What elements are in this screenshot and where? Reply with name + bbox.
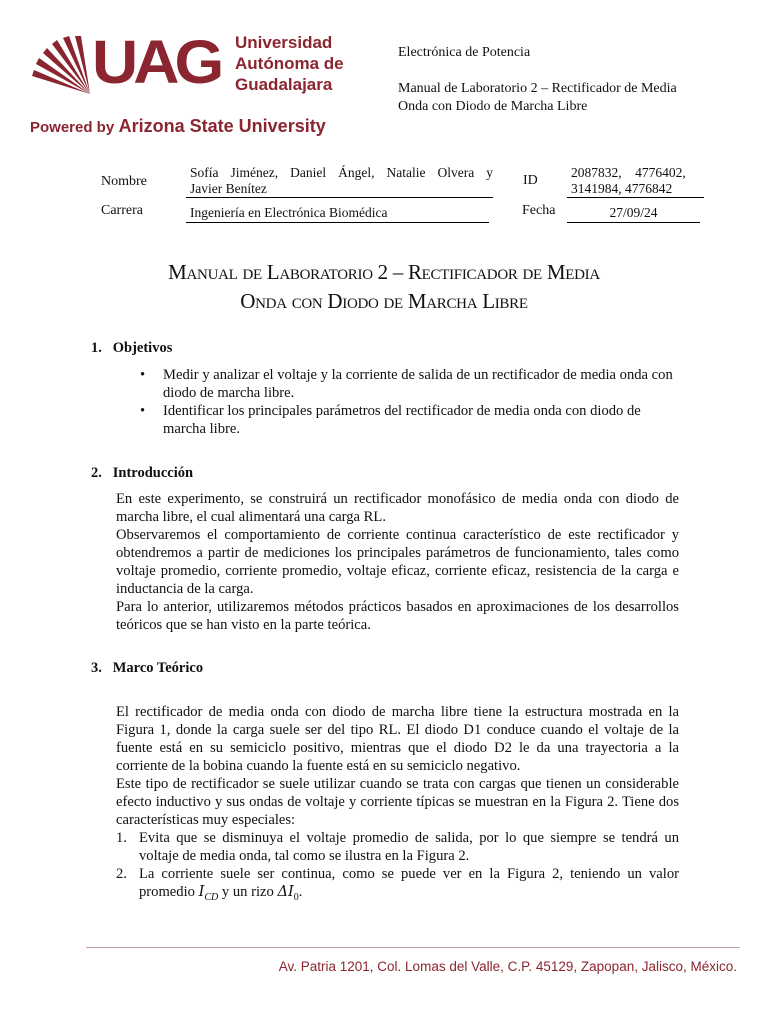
carrera-value: Ingeniería en Electrónica Biomédica [186, 205, 489, 223]
objective-text: Medir y analizar el voltaje y la corriente de salida de un rectificador de media onda con diodo de marcha libre. [163, 367, 673, 401]
id-line2: 3141984, 4776842 [571, 181, 673, 196]
introduction-body [116, 490, 679, 634]
id-value [567, 165, 704, 198]
item-text: Evita que se disminuya el voltaje promedio de salida, por lo que siempre se tendrá un voltaje de media onda, tal como se ilustra en la Figura 2. [139, 830, 679, 864]
uag-mark: UAG [92, 27, 220, 97]
list-item [136, 402, 680, 438]
characteristics-list [116, 829, 679, 907]
theory-body [116, 703, 679, 907]
nombre-value [186, 165, 493, 198]
nombre-label: Nombre [101, 174, 147, 189]
math-subscript: CD [204, 891, 219, 903]
item-number: 2. [116, 866, 127, 882]
objectives-list [136, 366, 680, 438]
item-text-end: . [298, 884, 303, 900]
document-title [60, 258, 708, 316]
course-name: Electrónica de Potencia [398, 45, 531, 60]
math-subscript: 0 [293, 891, 299, 903]
sunburst-icon [30, 36, 92, 94]
intro-paragraph-2: Observaremos el comportamiento de corriente continua característico de este rectificador y obtendremos a partir de mediciones los principales parámetros de funcionamiento, tales como voltaje promedio, corriente promedio, voltaje eficaz, corriente eficaz, resistencia de la carga e inductancia de la carga. [116, 527, 679, 597]
footer-address: Av. Patria 1201, Col. Lomas del Valle, C.P. 45129, Zapopan, Jalisco, México. [278, 959, 737, 974]
carrera-label: Carrera [101, 203, 143, 218]
logo-univ-line1: Universidad [235, 33, 333, 52]
section-2-heading: 2. Introducción [91, 465, 194, 481]
objective-text: Identificar los principales parámetros del rectificador de media onda con diodo de marcha libre. [163, 403, 641, 437]
logo-univ-line3: Guadalajara [235, 75, 333, 94]
fecha-label: Fecha [522, 203, 556, 218]
id-line1: 2087832, 4776402, [571, 165, 686, 180]
title-line2: Onda con Diodo de Marcha Libre [240, 289, 528, 313]
powered-by-label: Powered by [30, 119, 115, 136]
fecha-value: 27/09/24 [567, 205, 700, 223]
intro-paragraph-3: Para lo anterior, utilizaremos métodos prácticos basados en aproximaciones de los desarrollos teóricos que se han visto en la parte teórica. [116, 599, 679, 633]
math-symbol: I [198, 883, 205, 900]
id-label: ID [523, 173, 538, 188]
intro-paragraph-1: En este experimento, se construirá un rectificador monofásico de media onda con diodo de marcha libre, el cual alimentará una carga RL. [116, 491, 679, 525]
manual-header-line1: Manual de Laboratorio 2 – Rectificador de Media [398, 81, 677, 96]
section-1-heading: 1. Objetivos [91, 340, 173, 356]
powered-by-name: Arizona State University [118, 116, 326, 136]
logo-univ-line2: Autónoma de [235, 54, 344, 73]
title-line1: Manual de Laboratorio 2 – Rectificador de Media [168, 260, 600, 284]
item-text: La corriente suele ser continua, como se puede ver en la Figura 2, teniendo un valor promedio [139, 866, 679, 900]
manual-header [398, 80, 677, 116]
math-symbol: ΔI [277, 883, 294, 900]
item-text-mid: y un rizo [218, 884, 278, 900]
list-item [116, 829, 679, 865]
nombre-line1: Sofía Jiménez, Daniel Ángel, Natalie Olvera y [190, 165, 493, 180]
university-logo [30, 27, 350, 140]
list-item [116, 865, 679, 907]
theory-paragraph-2: Este tipo de rectificador se suele utilizar cuando se trata con cargas que tienen un considerable efecto inductivo y sus ondas de voltaje y corriente típicas se muestran en la Figura 2. Tiene dos características muy especiales: [116, 776, 679, 828]
theory-paragraph-1: El rectificador de media onda con diodo de marcha libre tiene la estructura mostrada en la Figura 1, donde la carga suele ser del tipo RL. El diodo D1 conduce cuando el voltaje de la fuente está en su semiciclo positivo, mientras que el diodo D2 le da una trayectoria a la corriente de la bobina cuando la fuente está en su semiciclo negativo. [116, 704, 679, 774]
item-number: 1. [116, 830, 127, 846]
bullet-icon: • [140, 403, 146, 419]
section-3-heading: 3. Marco Teórico [91, 660, 204, 676]
footer-divider [86, 947, 740, 948]
manual-header-line2: Onda con Diodo de Marcha Libre [398, 99, 588, 114]
bullet-icon: • [140, 367, 146, 383]
nombre-line2: Javier Benítez [190, 181, 267, 196]
list-item [136, 366, 680, 402]
